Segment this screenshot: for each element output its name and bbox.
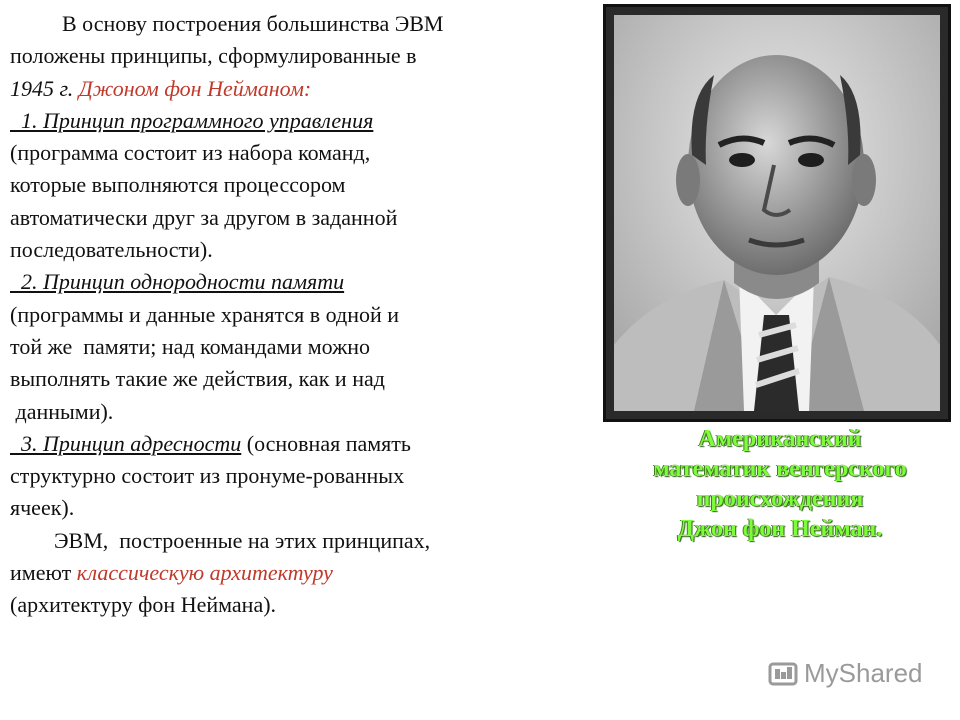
year-text: 1945 г. xyxy=(10,75,79,101)
conclusion-line-2 xyxy=(10,557,590,589)
main-text xyxy=(10,8,590,622)
principle-2-line-3: выполнять такие же действия, как и над xyxy=(10,366,385,392)
principle-2-line-4: данными). xyxy=(10,398,114,424)
portrait-frame xyxy=(603,4,951,422)
myshared-logo-icon xyxy=(768,660,798,688)
principle-1-line-1: (программа состоит из набора команд, xyxy=(10,140,371,166)
principle-3-rest: (основная память xyxy=(241,430,411,456)
portrait-photo xyxy=(614,15,940,411)
principle-3-line-1: структурно состоит из пронуме-рованных xyxy=(10,463,405,489)
principle-2-heading xyxy=(10,266,590,298)
principle-3-line-2: ячеек). xyxy=(10,495,75,521)
principle-2-number: 2. xyxy=(10,269,43,295)
principle-1-line-2: которые выполняются процессором xyxy=(10,172,346,198)
principle-2-title: Принцип однородности памяти xyxy=(43,269,345,295)
principle-2-line-1: (программы и данные хранятся в одной и xyxy=(10,301,400,327)
principle-3-title: Принцип адресности xyxy=(43,430,242,456)
principle-2-line-2: той же памяти; над командами можно xyxy=(10,333,371,359)
conclusion-prefix: имеют xyxy=(10,560,77,586)
caption-line-1: Американский xyxy=(698,426,862,452)
caption-line-2: математик венгерского xyxy=(653,456,907,482)
myshared-watermark xyxy=(768,658,923,689)
photo-caption xyxy=(600,424,960,544)
principle-3-heading xyxy=(10,428,590,460)
principle-3-number: 3. xyxy=(10,430,43,456)
caption-line-3: происхождения xyxy=(696,486,864,512)
author-name: Джоном фон Нейманом: xyxy=(78,75,312,101)
intro-line-1: В основу построения большинства ЭВМ xyxy=(62,11,444,36)
classic-architecture-term: классическую архитектуру xyxy=(76,560,333,586)
intro-line-2: положены принципы, сформулированные в xyxy=(10,43,417,69)
caption-line-4: Джон фон Нейман. xyxy=(677,516,883,542)
principle-1-number: 1. xyxy=(10,107,43,133)
conclusion-line-3: (архитектуру фон Неймана). xyxy=(10,592,277,618)
principle-1-line-4: последовательности). xyxy=(10,237,213,263)
conclusion-line-1: ЭВМ, построенные на этих принципах, xyxy=(10,527,431,553)
intro-line-3 xyxy=(10,73,590,105)
principle-1-title: Принцип программного управления xyxy=(43,107,374,133)
principle-1-heading xyxy=(10,105,590,137)
principle-1-line-3: автоматически друг за другом в заданной xyxy=(10,204,398,230)
watermark-text: MyShared xyxy=(804,658,923,688)
